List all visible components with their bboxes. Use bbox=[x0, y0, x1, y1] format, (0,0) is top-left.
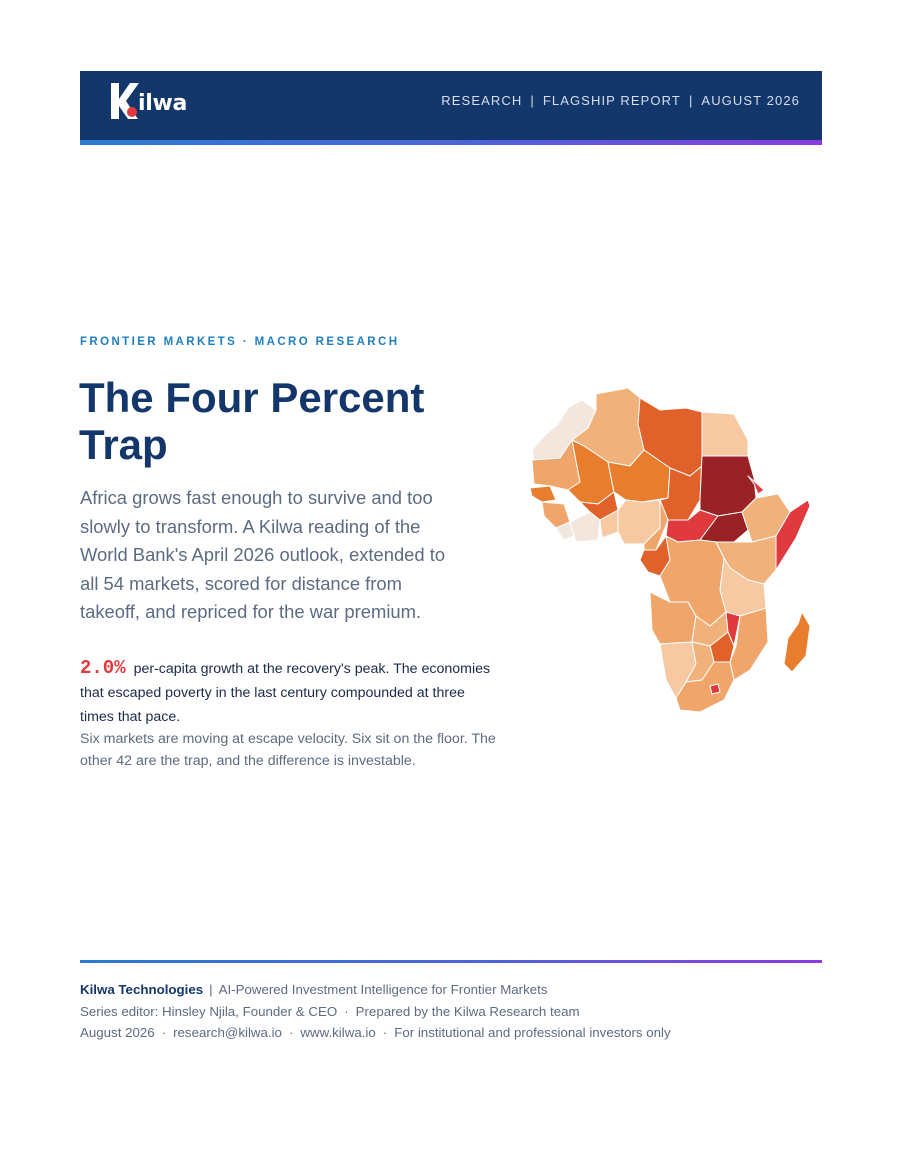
report-header bbox=[80, 71, 822, 141]
footer-line-2: Series editor: Hinsley Njila, Founder & CEO · Prepared by the Kilwa Research team bbox=[80, 1003, 580, 1019]
header-report-type: FLAGSHIP REPORT bbox=[542, 93, 681, 108]
footer-disclaimer: For institutional and professional investors only bbox=[394, 1025, 671, 1040]
header-accent-bar bbox=[80, 140, 822, 145]
kilwa-logo bbox=[108, 79, 198, 127]
footer-email[interactable]: research@kilwa.io bbox=[173, 1025, 282, 1040]
footer-accent-bar bbox=[80, 960, 822, 963]
logo-wordmark: ilwa bbox=[138, 91, 188, 116]
footer bbox=[80, 979, 822, 1044]
region-senegal bbox=[530, 486, 556, 502]
africa-map bbox=[520, 380, 820, 720]
key-stat bbox=[80, 656, 500, 730]
footer-line-3: August 2026 · research@kilwa.io · www.kilwa.io · For institutional and professional investors only bbox=[80, 1025, 671, 1040]
eyebrow-label: FRONTIER MARKETS · MACRO RESEARCH bbox=[80, 336, 400, 348]
region-egypt bbox=[702, 412, 748, 456]
region-lesotho bbox=[710, 684, 720, 694]
region-madagascar bbox=[784, 612, 810, 672]
prepared-by: Prepared by the Kilwa Research team bbox=[355, 1003, 580, 1019]
header-section: RESEARCH bbox=[441, 93, 523, 108]
footer-website[interactable]: www.kilwa.io bbox=[300, 1025, 376, 1040]
stat-subtext: Six markets are moving at escape velocity. Six sit on the floor. The other 42 are the trap, and the difference is investable. bbox=[80, 731, 496, 769]
footer-line-1: Kilwa Technologies | AI-Powered Investment Intelligence for Frontier Markets bbox=[80, 982, 548, 997]
stat-value: 2.0% bbox=[80, 657, 126, 679]
report-lede: Africa grows fast enough to survive and too slowly to transform. A Kilwa reading of the World Bank's April 2026 outlook, extended to all 54 markets, scored for distance from takeoff, and repriced for the war premium. bbox=[80, 487, 446, 622]
company-tagline: AI-Powered Investment Intelligence for Frontier Markets bbox=[218, 982, 548, 997]
header-date: AUGUST 2026 bbox=[701, 93, 800, 108]
series-editor: Series editor: Hinsley Njila, Founder & CEO bbox=[80, 1003, 338, 1019]
report-title: The Four Percent Trap bbox=[79, 374, 425, 468]
company-name: Kilwa Technologies bbox=[80, 982, 204, 997]
footer-date: August 2026 bbox=[80, 1025, 155, 1040]
africa-map-svg bbox=[520, 380, 820, 720]
header-meta: RESEARCH | FLAGSHIP REPORT | AUGUST 2026 bbox=[441, 93, 800, 108]
stat-text: per-capita growth at the recovery's peak. The economies that escaped poverty in the last century compounded at three times that pace. bbox=[80, 661, 491, 726]
